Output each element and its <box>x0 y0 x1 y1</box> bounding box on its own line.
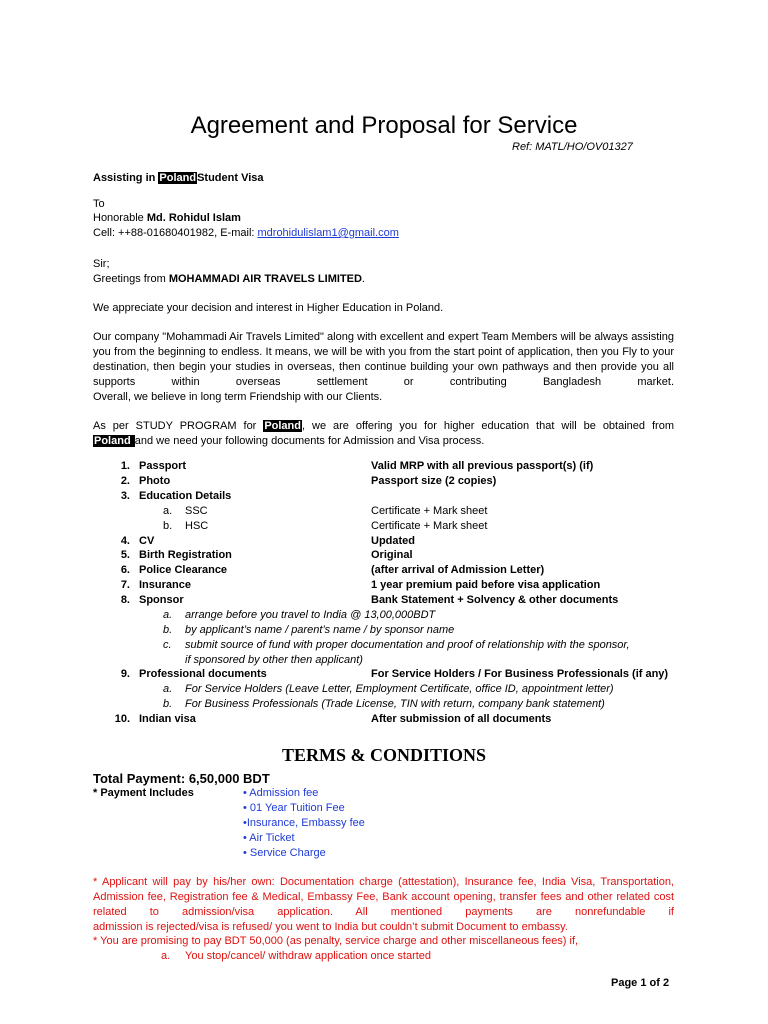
edu-value: Certificate + Mark sheet <box>371 520 488 532</box>
study-text-1: As per STUDY PROGRAM for <box>93 420 264 432</box>
professional-note-letter: b. <box>163 698 173 710</box>
subject-prefix: Assisting in <box>93 172 159 184</box>
sponsor-note: arrange before you travel to India @ 13,00,000BDT <box>185 609 436 621</box>
applicant-costs-paragraph <box>93 875 674 935</box>
penalty-text: * You are promising to pay BDT 50,000 (as penalty, service charge and other miscellaneous fees) if, <box>93 935 579 947</box>
greeting-line <box>93 272 365 287</box>
doc-value: 1 year premium paid before visa application <box>371 579 601 591</box>
sponsor-note-letter: a. <box>163 609 173 621</box>
subject-line <box>93 171 264 186</box>
doc-number: 9. <box>120 668 130 680</box>
penalty-item-letter: a. <box>161 950 171 962</box>
doc-value: Bank Statement + Solvency & other documents <box>371 594 619 606</box>
sponsor-note-letter: c. <box>163 639 172 651</box>
study-line-1 <box>93 419 674 434</box>
doc-label: Birth Registration <box>139 549 232 561</box>
professional-note: For Business Professionals (Trade License, TIN with return, company bank statement) <box>185 698 605 710</box>
doc-value: Passport size (2 copies) <box>371 475 497 487</box>
contact-line <box>93 226 399 241</box>
reference-number: Ref: MATL/HO/OV01327 <box>512 141 633 153</box>
study-line-2 <box>93 434 674 449</box>
terms-heading: TERMS & CONDITIONS <box>281 745 487 765</box>
doc-label: Insurance <box>139 579 191 591</box>
doc-label: CV <box>139 535 155 547</box>
study-country-highlight-1: Poland <box>264 420 301 432</box>
subject-country-highlight: Poland <box>159 172 197 184</box>
appreciation-text: We appreciate your decision and interest in Higher Education in Poland. <box>93 302 444 314</box>
honorable-prefix: Honorable <box>93 212 147 224</box>
doc-label: Police Clearance <box>139 564 228 576</box>
doc-number: 8. <box>120 594 130 606</box>
penalty-item: You stop/cancel/ withdraw application once started <box>185 950 432 962</box>
doc-number: 3. <box>120 490 130 502</box>
company-paragraph <box>93 330 674 405</box>
sponsor-note: by applicant’s name / parent’s name / by sponsor name <box>185 624 455 636</box>
doc-label: Education Details <box>139 490 232 502</box>
doc-label: Sponsor <box>139 594 184 606</box>
client-name: Md. Rohidul Islam <box>146 212 241 224</box>
company-paragraph-last: Overall, we believe in long term Friendship with our Clients. <box>93 391 383 403</box>
doc-number: 2. <box>120 475 130 487</box>
page-title: Agreement and Proposal for Service <box>190 112 578 139</box>
professional-note: For Service Holders (Leave Letter, Employment Certificate, office ID, appointment letter) <box>185 683 614 695</box>
total-payment: Total Payment: 6,50,000 BDT <box>93 771 270 786</box>
payment-includes-label: * Payment Includes <box>93 787 194 799</box>
salutation: Sir; <box>93 258 110 270</box>
greeting-suffix: . <box>361 273 365 285</box>
payment-include-item: • 01 Year Tuition Fee <box>243 802 345 814</box>
edu-label: HSC <box>185 520 209 532</box>
doc-number: 5. <box>120 549 130 561</box>
payment-include-item: •Insurance, Embassy fee <box>243 817 365 829</box>
greeting-prefix: Greetings from <box>93 273 169 285</box>
doc-number: 7. <box>120 579 130 591</box>
study-program-paragraph <box>93 419 674 449</box>
applicant-costs-body: * Applicant will pay by his/her own: Documentation charge (attestation), Insurance fee, India Visa, Transportation, Admission fee, Registration fee & Medical, Embassy Fee, Bank account opening, transfer fees and other related cost related to admission/visa application. All mentioned payments are nonrefundable if <box>93 876 674 918</box>
edu-letter: b. <box>163 520 173 532</box>
edu-label: SSC <box>185 505 208 517</box>
doc-value: Valid MRP with all previous passport(s) (if) <box>371 460 594 472</box>
study-text-3: and we need your following documents for Admission and Visa process. <box>134 435 485 447</box>
company-paragraph-body: Our company "Mohammadi Air Travels Limited" along with excellent and expert Team Members will be always assisting you from the beginning to endless. It means, we will be with you from the start point of application, then you Fly to your destination, then begin your studies in overseas, then continue building your own pathways and then provide you all supports within overseas settlement or contributing Bangladesh market. <box>93 331 674 388</box>
doc-value: After submission of all documents <box>371 713 552 725</box>
professional-note-letter: a. <box>163 683 173 695</box>
edu-letter: a. <box>163 505 173 517</box>
doc-number: 1. <box>120 460 130 472</box>
doc-label: Photo <box>139 475 171 487</box>
page-number: Page 1 of 2 <box>611 977 670 989</box>
applicant-costs-last: admission is rejected/visa is refused/ you went to India but couldn’t submit Document to embassy. <box>93 921 568 933</box>
doc-number: 6. <box>120 564 130 576</box>
doc-value: (after arrival of Admission Letter) <box>371 564 545 576</box>
to-label: To <box>93 198 105 210</box>
subject-suffix: Student Visa <box>197 172 264 184</box>
sponsor-note: submit source of fund with proper documentation and proof of relationship with the sponsor, <box>185 639 630 651</box>
doc-number: 10. <box>114 713 130 725</box>
sponsor-note-letter: b. <box>163 624 173 636</box>
doc-number: 4. <box>120 535 130 547</box>
doc-value: Original <box>371 549 413 561</box>
doc-label: Professional documents <box>139 668 267 680</box>
email-link[interactable]: mdrohidulislam1@gmail.com <box>257 227 399 239</box>
payment-include-item: • Service Charge <box>243 847 326 859</box>
edu-value: Certificate + Mark sheet <box>371 505 488 517</box>
doc-value: For Service Holders / For Business Professionals (if any) <box>371 668 669 680</box>
cell-info: Cell: ++88-01680401982, E-mail: <box>93 227 258 239</box>
recipient-line <box>93 211 241 226</box>
company-name: MOHAMMADI AIR TRAVELS LIMITED <box>168 273 362 285</box>
doc-label: Indian visa <box>139 713 196 725</box>
doc-value: Updated <box>371 535 415 547</box>
study-text-2: , we are offering you for higher education that will be obtained from <box>301 420 674 432</box>
study-country-highlight-2: Poland <box>94 435 134 447</box>
doc-label: Passport <box>139 460 187 472</box>
payment-include-item: • Admission fee <box>243 787 319 799</box>
sponsor-note: if sponsored by other then applicant) <box>185 654 363 666</box>
payment-include-item: • Air Ticket <box>243 832 295 844</box>
